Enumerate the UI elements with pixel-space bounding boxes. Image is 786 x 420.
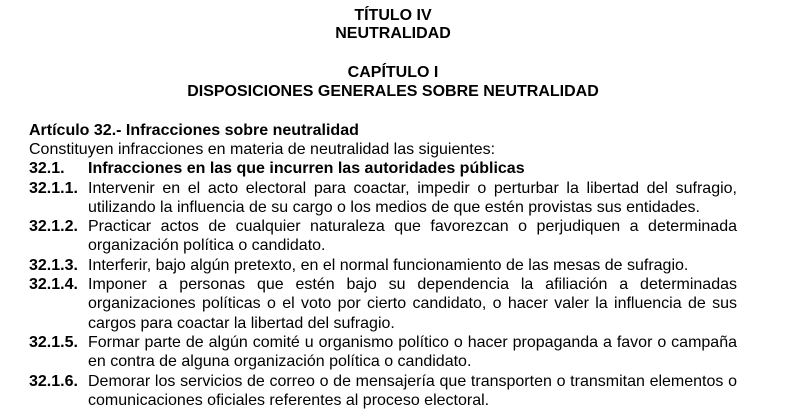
chapter: CAPÍTULO I	[347, 64, 439, 81]
article-intro: Constituyen infracciones en materia de neutralidad las siguientes:	[29, 141, 496, 158]
item-text: Practicar actos de cualquier naturaleza que favorezcan o perjudiquen a determinada organización política o candidato.	[88, 218, 737, 255]
item-text: Demorar los servicios de correo o de mensajería que transporten o transmitan elementos o comunicaciones oficiales referentes al proceso electoral.	[88, 373, 737, 410]
item-text: Intervenir en el acto electoral para coactar, impedir o perturbar la libertad del sufragio, utilizando la influencia de su cargo o los medios de que estén provistas sus entidades.	[88, 180, 737, 217]
item-number: 32.1.1.	[29, 180, 78, 197]
item-text: Interferir, bajo algún pretexto, en el normal funcionamiento de las mesas de sufragio.	[88, 257, 689, 274]
item-text: Formar parte de algún comité u organismo político o hacer propaganda a favor o campaña en contra de alguna organización política o candidato.	[88, 334, 737, 371]
section-title: Infracciones en las que incurren las autoridades públicas	[88, 160, 525, 177]
item-number: 32.1.2.	[29, 218, 78, 235]
chapter-name: DISPOSICIONES GENERALES SOBRE NEUTRALIDAD	[187, 83, 599, 100]
article-heading: Artículo 32.- Infracciones sobre neutralidad	[29, 122, 359, 139]
item-text: Imponer a personas que estén bajo su dependencia la afiliación a determinadas organizaciones políticas o el voto por cierto candidato, o hacer valer la influencia de sus cargos para coactar la libertad del sufragio.	[88, 276, 737, 332]
item-number: 32.1.3.	[29, 257, 78, 274]
section-number: 32.1.	[29, 160, 65, 177]
item-number: 32.1.4.	[29, 276, 78, 293]
title: TÍTULO IV	[354, 7, 432, 24]
title-name: NEUTRALIDAD	[335, 25, 451, 42]
item-number: 32.1.6.	[29, 373, 78, 390]
item-number: 32.1.5.	[29, 334, 78, 351]
